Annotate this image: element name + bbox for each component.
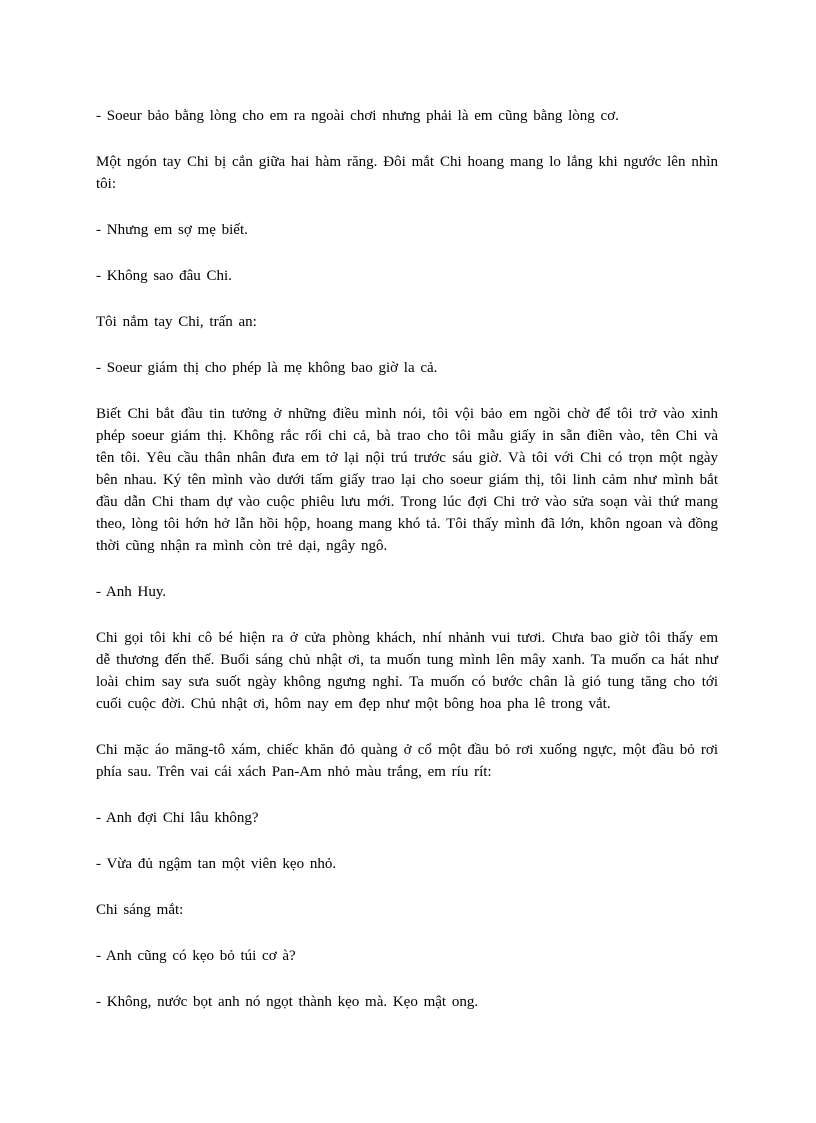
paragraph: Tôi nắm tay Chi, trấn an:: [96, 314, 257, 330]
paragraph: Một ngón tay Chi bị cắn giữa hai hàm răng. Đôi mắt Chi hoang mang lo lắng khi ngước lên nhìn tôi:: [96, 154, 718, 192]
paragraph: - Vừa đủ ngậm tan một viên kẹo nhỏ.: [96, 856, 337, 872]
paragraph: Chi mặc áo măng-tô xám, chiếc khăn đỏ quàng ở cổ một đầu bỏ rơi xuống ngực, một đầu bỏ rơi phía sau. Trên vai cái xách Pan-Am nhỏ màu trắng, em ríu rít:: [96, 742, 718, 780]
paragraph: - Soeur giám thị cho phép là mẹ không bao giờ la cả.: [96, 360, 438, 376]
paragraph: - Không, nước bọt anh nó ngọt thành kẹo mà. Kẹo mật ong.: [96, 994, 479, 1010]
paragraph: - Soeur bảo bằng lòng cho em ra ngoài chơi nhưng phải là em cũng bằng lòng cơ.: [96, 108, 619, 124]
paragraph: Biết Chi bắt đầu tin tưởng ở những điều mình nói, tôi vội bảo em ngồi chờ để tôi trở vào xinh phép soeur giám thị. Không rắc rối chi cả, bà trao cho tôi mẫu giấy in sẵn điền vào, tên Chi và tên tôi. Yêu cầu thân nhân đưa em tở lại nội trú trước sáu giờ. Và tôi với Chi có trọn một ngày bên nhau. Ký tên mình vào dưới tấm giấy trao lại cho soeur giám thị, tôi linh cảm như mình bắt đầu dẫn Chi tham dự vào cuộc phiêu lưu mới. Trong lúc đợi Chi trở vào sửa soạn vài thứ mang theo, lòng tôi hớn hở lẫn hồi hộp, hoang mang khó tả. Tôi thấy mình đã lớn, khôn ngoan và đồng thời cũng nhận ra mình còn trẻ dại, ngây ngô.: [96, 406, 718, 554]
paragraph: - Không sao đâu Chi.: [96, 268, 232, 284]
paragraph: Chi gọi tôi khi cô bé hiện ra ở cửa phòng khách, nhí nhảnh vui tươi. Chưa bao giờ tôi thấy em dễ thương đến thế. Buổi sáng chủ nhật ơi, ta muốn tung mình lên mây xanh. Ta muốn ca hát như loài chim say sưa suốt ngày không ngưng nghỉ. Ta muốn có bước chân là gió tung tăng cho tới cuối cuộc đời. Chủ nhật ơi, hôm nay em đẹp như một bông hoa pha lê trong vắt.: [96, 630, 718, 712]
document-page: [96, 105, 718, 1037]
paragraph: - Nhưng em sợ mẹ biết.: [96, 222, 248, 238]
paragraph: Chi sáng mắt:: [96, 902, 184, 918]
paragraph: - Anh cũng có kẹo bỏ túi cơ à?: [96, 948, 296, 964]
paragraph: - Anh Huy.: [96, 584, 167, 600]
paragraph: - Anh đợi Chi lâu không?: [96, 810, 259, 826]
